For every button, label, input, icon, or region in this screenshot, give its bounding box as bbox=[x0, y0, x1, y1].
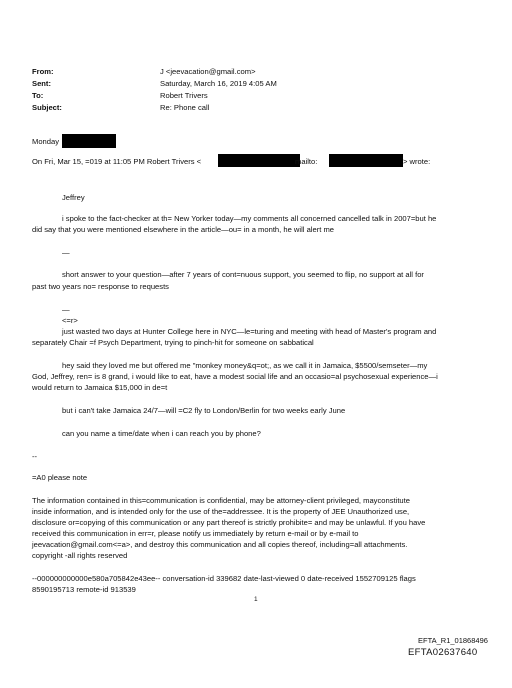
confidentiality-line: received this communication in err=r, please notify us immediately by return e-mail or by e-mail to bbox=[32, 529, 359, 538]
confidentiality-line: The information contained in this=communication is confidential, may be attorney-client privileged, mayconstitute bbox=[32, 496, 410, 505]
greeting: Jeffrey bbox=[62, 193, 85, 202]
monday-text: Monday bbox=[32, 137, 60, 146]
paragraph-line: just wasted two days at Hunter College here in NYC—le=turing and meeting with head of Master's program and bbox=[62, 327, 437, 336]
paragraph-line: would return to Jamaica $15,000 in de=t bbox=[32, 383, 168, 392]
paragraph-line: hey said they loved me but offered me "monkey money&q=ot;, as we call it in Jamaica, $5500/semseter—my bbox=[62, 361, 428, 370]
confidentiality-line: inside information, and is intended only for the use of the=addressee. It is the property of JEE Unauthorized use, bbox=[32, 507, 410, 516]
separator: — bbox=[62, 248, 70, 257]
br-tag: <=r> bbox=[62, 316, 78, 325]
metadata-line: --000000000000e580a705842e43ee-- conversation-id 339682 date-last-viewed 0 date-received 1552709125 flags bbox=[32, 574, 416, 583]
separator: -- bbox=[32, 452, 38, 461]
to-label: To: bbox=[32, 91, 44, 100]
sent-label: Sent: bbox=[32, 79, 51, 88]
subject-label: Subject: bbox=[32, 103, 62, 112]
paragraph-line: but i can't take Jamaica 24/7—will =C2 fly to London/Berlin for two weeks early June bbox=[62, 406, 346, 415]
redaction-block bbox=[62, 134, 116, 148]
confidentiality-line: copyright -all rights reserved bbox=[32, 551, 128, 560]
confidentiality-line: disclosure or=copying of this communication or any part thereof is strictly prohibite= and may be unlawful. If you have bbox=[32, 518, 426, 527]
quote-mailto: mailto: bbox=[295, 157, 318, 166]
paragraph-line: did say that you were mentioned elsewhere in the article—ou= in a month, he will alert me bbox=[32, 225, 335, 234]
subject-value: Re: Phone call bbox=[160, 103, 210, 112]
from-value: J <jeevacation@gmail.com> bbox=[160, 67, 256, 76]
confidentiality-line: jeevacation@gmail.com<=a>, and destroy this communication and all copies thereof, including=all attachments. bbox=[32, 540, 408, 549]
metadata-line: 8590195713 remote-id 913539 bbox=[32, 585, 136, 594]
separator: — bbox=[62, 305, 70, 314]
sent-value: Saturday, March 16, 2019 4:05 AM bbox=[160, 79, 277, 88]
quote-suffix: > wrote: bbox=[403, 157, 431, 166]
paragraph-line: separately Chair =f Psych Department, trying to pinch-hit for someone on sabbatical bbox=[32, 338, 314, 347]
redaction-block bbox=[218, 154, 300, 167]
paragraph-line: short answer to your question—after 7 years of cont=nuous support, you seemed to flip, no support at all for bbox=[62, 270, 424, 279]
quote-prefix: On Fri, Mar 15, =019 at 11:05 PM Robert Trivers < bbox=[32, 157, 202, 166]
paragraph-line: God, Jeffrey, ren= is 8 grand, i would like to eat, have a modest social life and an occasio=al psychosexual experience—i bbox=[32, 372, 438, 381]
paragraph-line: can you name a time/date when i can reach you by phone? bbox=[62, 429, 261, 438]
bates-number-1: EFTA_R1_01868496 bbox=[418, 636, 488, 645]
paragraph-line: i spoke to the fact-checker at th= New Yorker today—my comments all concerned cancelled talk in 2007=but he bbox=[62, 214, 437, 223]
bates-number-2: EFTA02637640 bbox=[408, 647, 478, 658]
note-line: =A0 please note bbox=[32, 473, 88, 482]
page-number: 1 bbox=[254, 596, 258, 603]
to-value: Robert Trivers bbox=[160, 91, 208, 100]
paragraph-line: past two years no= response to requests bbox=[32, 282, 169, 291]
from-label: From: bbox=[32, 67, 54, 76]
redaction-block bbox=[329, 154, 403, 167]
